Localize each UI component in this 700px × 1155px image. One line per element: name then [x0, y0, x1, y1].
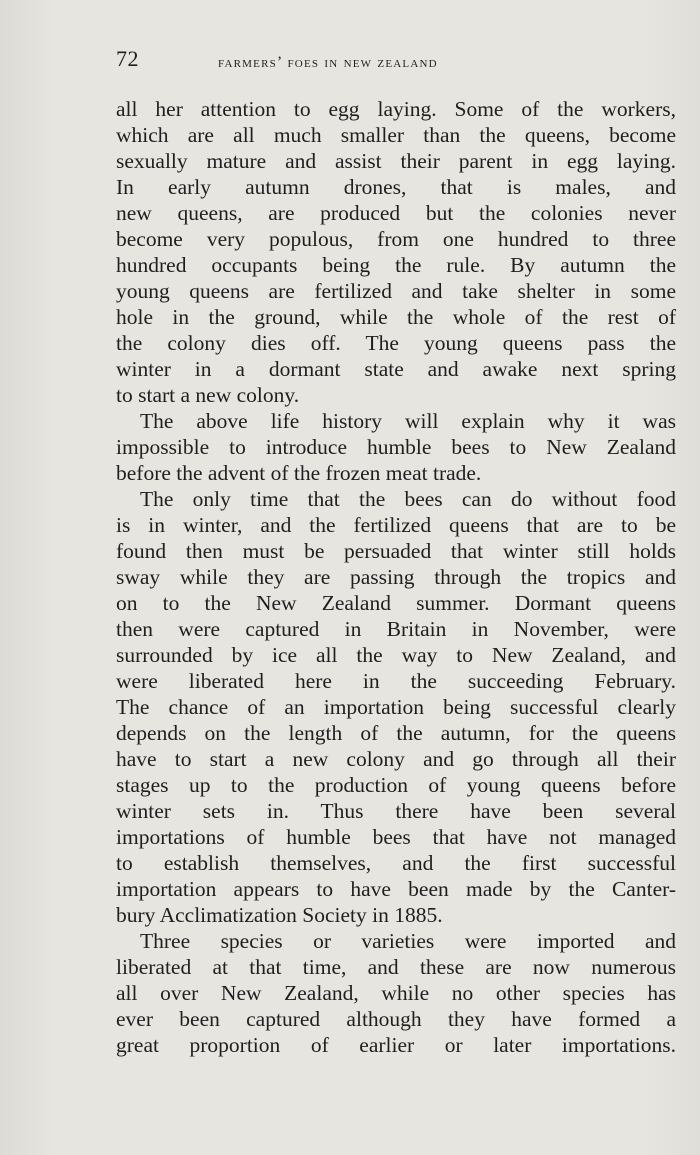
text-line: stages up to the production of young queens before — [116, 773, 676, 797]
page-number: 72 — [116, 46, 139, 71]
text-line: have to start a new colony and go through all their — [116, 747, 676, 771]
text-line: The chance of an importation being successful clearly — [116, 695, 676, 719]
text-line: depends on the length of the autumn, for the queens — [116, 721, 676, 745]
text-line: winter in a dormant state and awake next spring — [116, 357, 676, 381]
text-line: is in winter, and the fertilized queens that are to be — [116, 513, 676, 537]
text-line: new queens, are produced but the colonies never — [116, 201, 676, 225]
text-line: ever been captured although they have formed a — [116, 1007, 676, 1031]
text-line: the colony dies off. The young queens pass the — [116, 331, 676, 355]
text-line: hundred occupants being the rule. By autumn the — [116, 253, 676, 277]
text-line: importation appears to have been made by the Canter- — [116, 877, 676, 901]
text-line: all over New Zealand, while no other species has — [116, 981, 676, 1005]
text-line: before the advent of the frozen meat trade. — [116, 461, 482, 485]
text-line: surrounded by ice all the way to New Zealand, and — [116, 643, 676, 667]
text-line: importations of humble bees that have not managed — [116, 825, 676, 849]
text-line: become very populous, from one hundred to three — [116, 227, 676, 251]
text-line: found then must be persuaded that winter still holds — [116, 539, 676, 563]
text-line: great proportion of earlier or later importations. — [116, 1033, 676, 1057]
text-line: winter sets in. Thus there have been several — [116, 799, 676, 823]
text-line: sexually mature and assist their parent in egg laying. — [116, 149, 676, 173]
text-line: on to the New Zealand summer. Dormant queens — [116, 591, 676, 615]
running-head: farmers’ foes in new zealand — [218, 54, 438, 71]
text-line: were liberated here in the succeeding February. — [116, 669, 676, 693]
page-header — [116, 46, 676, 76]
text-line: all her attention to egg laying. Some of the workers, — [116, 97, 676, 121]
text-line: The only time that the bees can do without food — [140, 487, 676, 511]
text-line: which are all much smaller than the queens, become — [116, 123, 676, 147]
text-line: hole in the ground, while the whole of the rest of — [116, 305, 676, 329]
text-line: sway while they are passing through the tropics and — [116, 565, 676, 589]
text-line: young queens are fertilized and take shelter in some — [116, 279, 676, 303]
text-line: impossible to introduce humble bees to New Zealand — [116, 435, 676, 459]
text-line: The above life history will explain why it was — [140, 409, 676, 433]
text-line: liberated at that time, and these are now numerous — [116, 955, 676, 979]
text-line: to establish themselves, and the first successful — [116, 851, 676, 875]
text-line: Three species or varieties were imported and — [140, 929, 676, 953]
text-line: In early autumn drones, that is males, and — [116, 175, 676, 199]
text-line: bury Acclimatization Society in 1885. — [116, 903, 443, 927]
body-text — [116, 96, 676, 1058]
text-line: then were captured in Britain in November, were — [116, 617, 676, 641]
text-line: to start a new colony. — [116, 383, 300, 407]
